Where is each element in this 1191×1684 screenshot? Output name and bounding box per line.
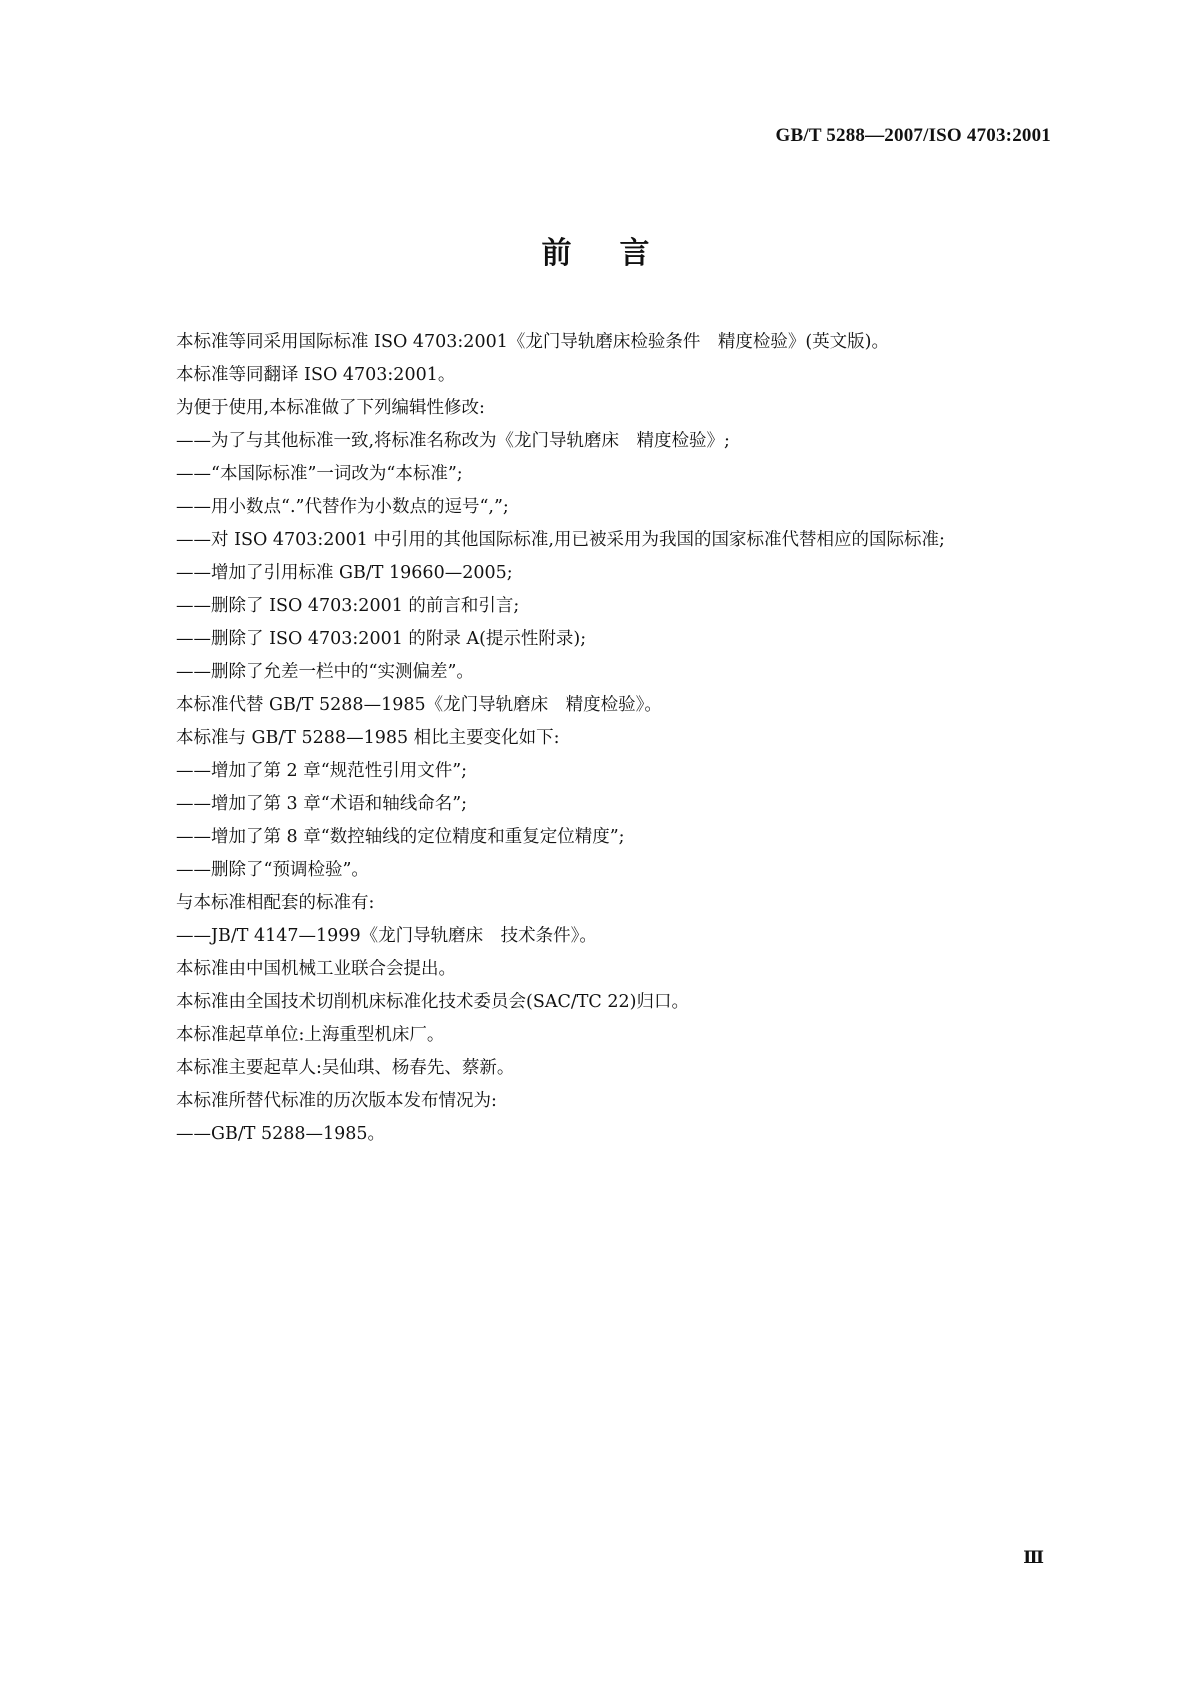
list-item: ——GB/T 5288—1985。: [176, 1124, 386, 1144]
paragraph: 本标准所替代标准的历次版本发布情况为:: [176, 1091, 497, 1111]
foreword-body: [176, 326, 1056, 1151]
list-item: ——对 ISO 4703:2001 中引用的其他国际标准,用已被采用为我国的国家标准代替相应的国际标准;: [176, 530, 945, 550]
list-item: ——删除了 ISO 4703:2001 的前言和引言;: [176, 596, 520, 616]
page-number: Ⅲ: [1023, 1548, 1044, 1567]
list-item: ——“本国际标准”一词改为“本标准”;: [176, 464, 463, 484]
list-item: ——JB/T 4147—1999《龙门导轨磨床 技术条件》。: [176, 926, 597, 946]
standard-code-header: GB/T 5288—2007/ISO 4703:2001: [775, 125, 1051, 146]
list-item: ——删除了 ISO 4703:2001 的附录 A(提示性附录);: [176, 629, 587, 649]
list-item: ——增加了第 8 章“数控轴线的定位精度和重复定位精度”;: [176, 827, 625, 847]
paragraph: 与本标准相配套的标准有:: [176, 893, 375, 913]
list-item: ——用小数点“.”代替作为小数点的逗号“,”;: [176, 497, 509, 517]
paragraph: 本标准由全国技术切削机床标准化技术委员会(SAC/TC 22)归口。: [176, 992, 689, 1012]
paragraph: 本标准由中国机械工业联合会提出。: [176, 959, 456, 979]
list-item: ——增加了第 3 章“术语和轴线命名”;: [176, 794, 468, 814]
paragraph: 本标准与 GB/T 5288—1985 相比主要变化如下:: [176, 728, 560, 748]
list-item: ——删除了“预调检验”。: [176, 860, 369, 880]
paragraph: 为便于使用,本标准做了下列编辑性修改:: [176, 398, 485, 418]
paragraph: 本标准等同翻译 ISO 4703:2001。: [176, 365, 456, 385]
paragraph: 本标准等同采用国际标准 ISO 4703:2001《龙门导轨磨床检验条件 精度检验》(英文版)。: [176, 332, 889, 352]
list-item: ——删除了允差一栏中的“实测偏差”。: [176, 662, 474, 682]
paragraph: 本标准主要起草人:吴仙琪、杨春先、蔡新。: [176, 1058, 515, 1078]
list-item: ——增加了第 2 章“规范性引用文件”;: [176, 761, 468, 781]
page-title: 前言: [541, 236, 698, 271]
list-item: ——增加了引用标准 GB/T 19660—2005;: [176, 563, 513, 583]
paragraph: 本标准代替 GB/T 5288—1985《龙门导轨磨床 精度检验》。: [176, 695, 662, 715]
paragraph: 本标准起草单位:上海重型机床厂。: [176, 1025, 445, 1045]
list-item: ——为了与其他标准一致,将标准名称改为《龙门导轨磨床 精度检验》;: [176, 431, 730, 451]
